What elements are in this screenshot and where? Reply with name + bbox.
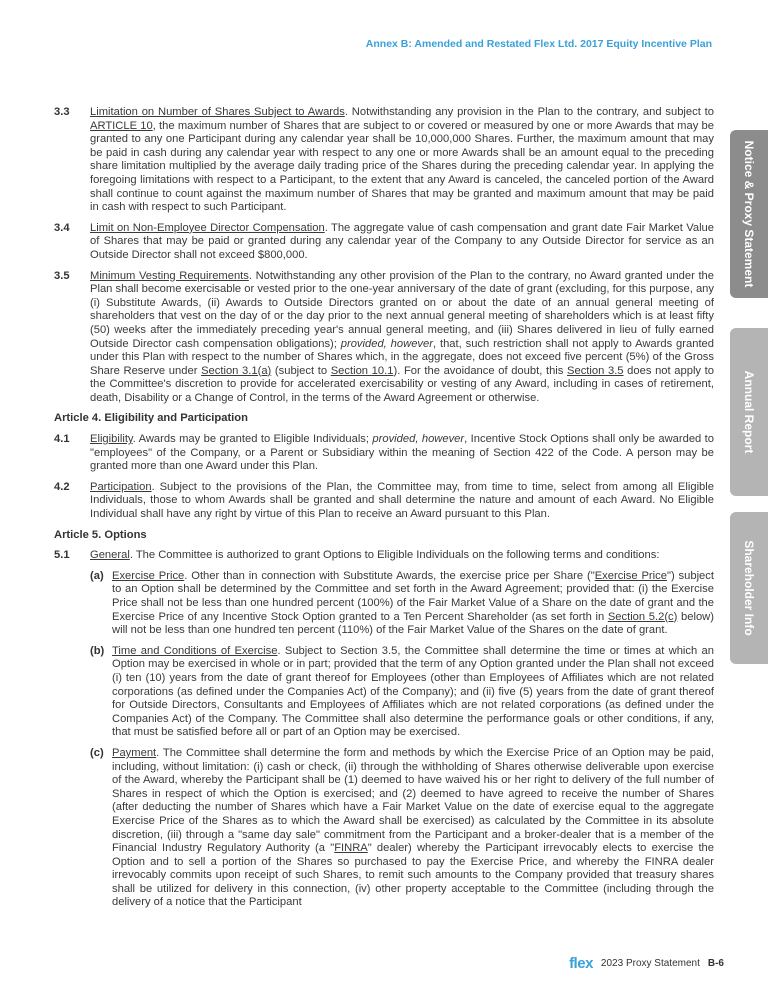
section-number: 3.4 (54, 221, 70, 234)
footer-document-title: 2023 Proxy Statement (600, 958, 700, 969)
section-3-4 (54, 222, 714, 263)
section-4-1 (54, 433, 714, 474)
exercise-price-term: Exercise Price (594, 569, 667, 582)
section-text: Limit on Non-Employee Director Compensation. The aggregate value of cash compensation and grant date Fair Market Value of Shares that may be paid or granted during any calendar year of the Company to any Outside Director for service as an Outside Director shall not exceed $800,000. (90, 221, 714, 261)
section-number: 4.2 (54, 480, 70, 493)
section-text: Participation. Subject to the provisions of the Plan, the Committee may, from time to time, select from among all Eligible Individuals, those to whom Awards shall be granted and shall determine the nature and amount of each Award. No Eligible Individual shall have any right by virtue of this Plan to receive an Award pursuant to this Plan. (90, 480, 714, 521)
page-number: B-6 (707, 958, 724, 969)
section-title: Participation (90, 480, 152, 493)
section-3-3 (54, 106, 714, 215)
section-4-2 (54, 481, 714, 522)
subsection-5-1-b (90, 645, 714, 740)
section-5-2-c-link[interactable]: Section 5.2(c) (607, 610, 678, 623)
section-title: Minimum Vesting Requirements (90, 269, 249, 282)
subsection-5-1-a (90, 570, 714, 638)
tab-label: Annual Report (742, 370, 756, 454)
article-4-heading: Article 4. Eligibility and Participation (54, 412, 248, 425)
page-footer (569, 955, 724, 972)
tab-annual-report[interactable] (730, 328, 768, 496)
running-header: Annex B: Amended and Restated Flex Ltd. 2017 Equity Incentive Plan (365, 38, 712, 50)
section-text: Minimum Vesting Requirements. Notwithstanding any other provision of the Plan to the contrary, no Award granted under the Plan shall become exercisable or vested prior to the one-year anniversary of the date of grant (excluding, for this purpose, any (i) Substitute Awards, (ii) Awards to Outside Directors granted on or about the date of an annual general meeting of shareholders that vest on the day of or the day prior to the next annual general meeting of shareholders which is at least fifty (50) weeks after the immediately preceding year's annual general meeting, and (iii) Shares delivered in lieu of fully earned Outside Director cash compensation obligations); provided, however, that, such restriction shall not apply to Awards granted under this Plan with respect to the number of Shares which, in the aggregate, does not exceed five percent (5%) of the Gross Share Reserve under Section 3.1(a) (subject to Section 10.1). For the avoidance of doubt, this Section 3.5 does not apply to the Committee's discretion to provide for accelerated exercisability or vesting of any Award, including in cases of retirement, death, Disability or a Change of Control, in the terms of the Award Agreement or otherwise. (90, 269, 715, 404)
section-text: Eligibility. Awards may be granted to Eligible Individuals; provided, however, Incentive Stock Options shall only be awarded to "employees" of the Company, or a Parent or Subsidiary within the meaning of Section 422 of the Code. A person may be granted more than one Award under this Plan. (90, 433, 715, 473)
flex-logo: flex (569, 955, 593, 972)
subsection-letter: (a) (90, 569, 104, 582)
article-10-link[interactable]: ARTICLE 10 (90, 119, 153, 132)
section-number: 5.1 (54, 549, 70, 562)
section-5-1 (54, 549, 714, 563)
subsection-5-1-c (90, 747, 714, 910)
subsection-letter: (b) (90, 644, 105, 657)
subsection-title: Payment (112, 746, 157, 759)
finra-term: FINRA (334, 842, 368, 855)
section-3-5-link[interactable]: Section 3.5 (567, 364, 624, 377)
section-title: Limitation on Number of Shares Subject to Awards (90, 106, 345, 118)
section-title: Limit on Non-Employee Director Compensation (90, 221, 325, 234)
tab-label: Notice & Proxy Statement (742, 140, 756, 288)
tab-label: Shareholder Info (742, 540, 756, 636)
section-title: Eligibility (90, 433, 133, 446)
subsection-title: Exercise Price (112, 569, 185, 582)
section-number: 3.5 (54, 269, 70, 282)
section-text: General. The Committee is authorized to grant Options to Eligible Individuals on the following terms and conditions: (90, 549, 660, 562)
section-number: 4.1 (54, 433, 70, 446)
section-title: General (90, 549, 130, 562)
section-text: Limitation on Number of Shares Subject to Awards. Notwithstanding any provision in the Plan to the contrary, and subject to ARTICLE 10, the maximum number of Shares that are subject to or covered or measured by one or more Awards that may be granted to any one Participant during any calendar year shall be 10,000,000 Shares. Further, the maximum amount that may be paid in cash during any calendar year with respect to any one or more Awards shall be an amount equal to the preceding share limitation multiplied by the average daily trading price of the Shares during the preceding calendar year. In applying the foregoing limitations with respect to a Participant, to the extent that any Award is canceled, the canceled portion of the Award shall continue to count against the maximum number of Shares that may be granted and maximum amount that may be paid in cash with respect to such Participant. (90, 106, 714, 214)
subsection-text: Time and Conditions of Exercise. Subject to Section 3.5, the Committee shall determine the time or times at which an Option may be exercised in whole or in part; provided that the term of any Option granted under the Plan shall not exceed (i) ten (10) years from the date of grant thereof for Employees (other than Employees of Affiliates which are not related corporations (as defined under the Companies Act) of the Company); and (ii) five (5) years from the date of grant thereof for Outside Directors, Consultants and Employees of Affiliates which are not related corporations (as defined under the Companies Act) of the Company. The Committee shall also determine the performance goals or other conditions, if any, that must be satisfied before all or part of an Option may be exercised. (112, 644, 714, 739)
section-number: 3.3 (54, 106, 70, 118)
tab-shareholder-info[interactable] (730, 512, 768, 664)
subsection-letter: (c) (90, 746, 104, 759)
section-3-5 (54, 270, 714, 406)
subsection-text: Exercise Price. Other than in connection with Substitute Awards, the exercise price per Share ("Exercise Price") subject to an Option shall be determined by the Committee and set forth in the Award Agreement; provided that: (i) the Exercise Price shall not be less than one hundred percent (100%) of the Fair Market Value of a Share on the date of grant and the Exercise Price of any Incentive Stock Option granted to a Ten Percent Shareholder (as set forth in Section 5.2(c) below) will not be less than one hundred ten percent (110%) of the Fair Market Value of the Shares on the date of grant. (112, 569, 714, 637)
document-body (54, 106, 714, 917)
tab-notice-proxy-statement[interactable] (730, 130, 768, 298)
subsection-title: Time and Conditions of Exercise (112, 644, 278, 657)
article-5-heading: Article 5. Options (54, 528, 147, 541)
section-10-1-link[interactable]: Section 10.1 (330, 364, 394, 377)
section-3-1-a-link[interactable]: Section 3.1(a) (201, 364, 272, 377)
subsection-text: Payment. The Committee shall determine the form and methods by which the Exercise Price of an Option may be paid, including, without limitation: (i) cash or check, (ii) through the withholding of Shares otherwise deliverable upon exercise of the Award, whereby the Participant shall be (1) deemed to have waived his or her right to delivery of the full number of Shares in respect of which the Option is exercised; and (2) deemed to have agreed to receive the number of Shares (after deducting the number of Shares which have a Fair Market Value on the date of exercise equal to the aggregate Exercise Price of the Shares as to which the Award shall be exercised) as calculated by the Committee in its absolute discretion, (iii) through a "same day sale" commitment from the Participant and a broker-dealer that is a member of the Financial Industry Regulatory Authority (a "FINRA" dealer) whereby the Participant irrevocably elects to exercise the Option and to sell a portion of the Shares so purchased to pay the Exercise Price, and whereby the FINRA dealer irrevocably commits upon receipt of such Shares, to remit such amounts to the Company provided that treasury shares shall be utilized for delivery in this connection, (iv) other property acceptable to the Committee (including through the delivery of a notice that the Participant (112, 746, 714, 909)
